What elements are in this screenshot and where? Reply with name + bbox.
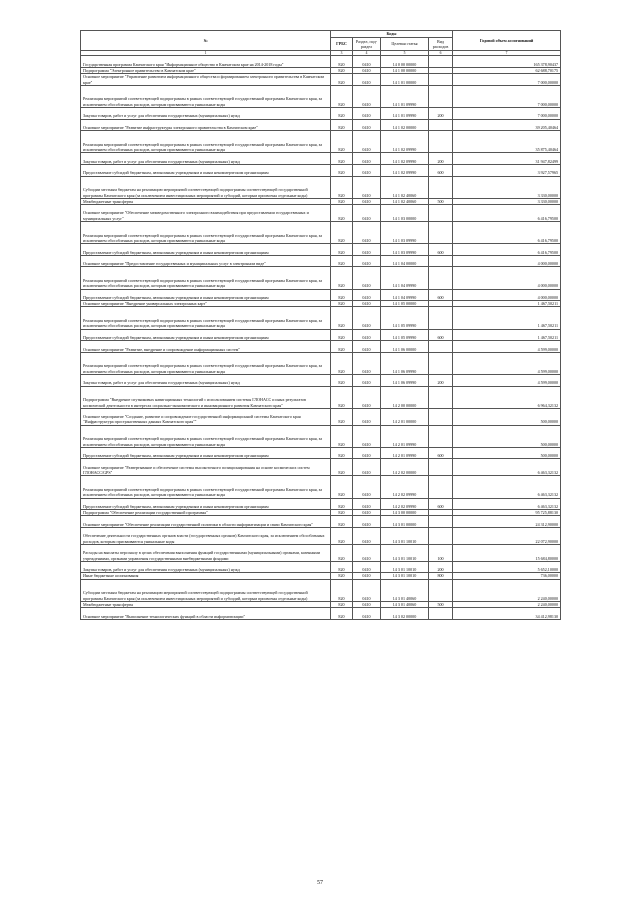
row-name: Иные бюджетные ассигнования [81,573,331,579]
row-name: Основное мероприятие "Развитие инфраструктуры электронного правительства в Камчатском крае" [81,119,331,131]
row-razdel: 0410 [353,119,381,131]
row-amount: 2 240,00000 [453,601,561,607]
row-amount: 165 378,90437 [453,56,561,68]
row-grbs: 820 [331,561,353,573]
row-expense-type: 500 [429,198,453,204]
row-target-article: 14 1 01 09990 [381,108,429,120]
row-razdel: 0410 [353,165,381,177]
row-grbs: 820 [331,198,353,204]
budget-table-sheet [80,30,560,620]
row-grbs: 820 [331,222,353,244]
row-amount: 6 416,79500 [453,205,561,222]
row-target-article: 14 3 01 10010 [381,561,429,573]
row-razdel: 0410 [353,425,381,447]
row-name: Предоставление субсидий бюджетным, автономным учреждениям и иным некоммерческим организациям [81,329,331,341]
row-target-article: 14 1 02 09990 [381,165,429,177]
table-row [81,74,561,86]
row-amount: 6 416,79500 [453,244,561,256]
row-razdel: 0410 [353,476,381,498]
row-expense-type [429,222,453,244]
row-expense-type [429,352,453,374]
row-grbs: 820 [331,386,353,408]
colnum-3: 3 [331,51,353,56]
row-amount: 62 688,70175 [453,68,561,74]
table-row [81,85,561,107]
header-codes: Коды [331,31,453,38]
colnum-6: 6 [429,51,453,56]
row-razdel: 0410 [353,601,381,607]
row-name: Предоставление субсидий бюджетным, автономным учреждениям и иным некоммерческим организациям [81,244,331,256]
table-row [81,244,561,256]
table-row [81,459,561,476]
row-target-article: 14 1 01 09990 [381,85,429,107]
row-expense-type [429,579,453,601]
row-target-article: 14 1 05 09990 [381,307,429,329]
row-razdel: 0410 [353,516,381,528]
table-row [81,222,561,244]
row-target-article: 14 2 01 09990 [381,447,429,459]
row-expense-type [429,386,453,408]
row-target-article: 14 3 01 10010 [381,573,429,579]
row-name: Подпрограмма "Обеспечение реализации государственной программы" [81,510,331,516]
colnum-4: 4 [353,51,381,56]
row-expense-type: 200 [429,375,453,387]
budget-table-body [81,56,561,619]
row-name: Реализация мероприятий соответствующей подпрограммы в рамках соответствующей государственной программы Камчатского края, за исключением обособленных расходов, которым присваиваются уникальные коды [81,476,331,498]
row-name: Предоставление субсидий бюджетным, автономным учреждениям и иным некоммерческим организациям [81,447,331,459]
row-grbs: 820 [331,119,353,131]
row-expense-type [429,131,453,153]
row-grbs: 820 [331,341,353,353]
row-name: Основное мероприятие "Развертывание и обеспечение системы высокоточного позиционирования на основе космических систем ГЛОНАСС/GPS" [81,459,331,476]
row-amount: 1 467,50211 [453,307,561,329]
row-amount: 24 312,90000 [453,516,561,528]
table-row [81,255,561,267]
row-grbs: 820 [331,608,353,620]
row-target-article: 14 2 01 00000 [381,408,429,425]
row-grbs: 820 [331,516,353,528]
row-name: Расходы на выплаты персоналу в целях обеспечения выполнения функций государственными (муниципальными) органами, казенными учреждениями, органами управления государственными внебюджетными фондами [81,544,331,561]
table-row [81,375,561,387]
row-grbs: 820 [331,459,353,476]
row-target-article: 14 1 06 09990 [381,375,429,387]
row-expense-type [429,528,453,545]
row-grbs: 820 [331,289,353,301]
row-razdel: 0410 [353,267,381,289]
row-expense-type [429,459,453,476]
row-amount: 4 599,00000 [453,341,561,353]
row-expense-type [429,341,453,353]
row-razdel: 0410 [353,579,381,601]
row-target-article: 14 1 04 09990 [381,267,429,289]
row-target-article: 14 0 00 00000 [381,56,429,68]
row-amount: 4 000,00000 [453,289,561,301]
row-name: Реализация мероприятий соответствующей подпрограммы в рамках соответствующей государственной программы Камчатского края, за исключением обособленных расходов, которым присваиваются уникальные коды [81,85,331,107]
row-grbs: 820 [331,425,353,447]
row-expense-type: 600 [429,289,453,301]
row-razdel: 0410 [353,375,381,387]
row-target-article: 14 2 02 09990 [381,498,429,510]
row-razdel: 0410 [353,341,381,353]
row-amount: 736,00000 [453,573,561,579]
row-grbs: 820 [331,352,353,374]
row-name: Государственная программа Камчатского края "Информационное общество в Камчатском крае на 2014-2018 годы" [81,56,331,68]
row-razdel: 0410 [353,498,381,510]
row-grbs: 820 [331,205,353,222]
row-amount: 95 725,88130 [453,510,561,516]
row-amount: 39 205,40464 [453,119,561,131]
row-razdel: 0410 [353,459,381,476]
row-target-article: 14 1 04 00000 [381,255,429,267]
row-grbs: 820 [331,153,353,165]
row-grbs: 820 [331,601,353,607]
row-amount: 4 000,00000 [453,255,561,267]
row-grbs: 820 [331,85,353,107]
row-target-article: 14 3 00 00000 [381,510,429,516]
header-grbs: ГРБС [331,38,353,51]
row-razdel: 0410 [353,608,381,620]
row-amount: 7 000,00000 [453,74,561,86]
row-amount: 31 947,82499 [453,153,561,165]
row-grbs: 820 [331,579,353,601]
table-row [81,608,561,620]
row-razdel: 0410 [353,68,381,74]
row-amount: 4 599,00000 [453,352,561,374]
colnum-5: 5 [381,51,429,56]
row-grbs: 820 [331,447,353,459]
table-row [81,176,561,198]
page-number: 57 [317,880,323,886]
row-expense-type [429,476,453,498]
row-name: Реализация мероприятий соответствующей подпрограммы в рамках соответствующей государственной программы Камчатского края, за исключением обособленных расходов, которым присваиваются уникальные коды [81,307,331,329]
row-target-article: 14 3 01 00000 [381,516,429,528]
row-target-article: 14 1 01 00000 [381,74,429,86]
table-row [81,352,561,374]
row-razdel: 0410 [353,307,381,329]
row-amount: 34 412,98130 [453,608,561,620]
row-amount: 4 000,00000 [453,267,561,289]
row-expense-type: 600 [429,498,453,510]
row-amount: 3 927,57965 [453,165,561,177]
row-amount: 6 463,32132 [453,498,561,510]
row-target-article: 14 3 01 40060 [381,601,429,607]
row-expense-type [429,267,453,289]
row-name: Основное мероприятие "Обеспечение реализации государственной политики в области информатизации и связи Камчатского края" [81,516,331,528]
row-expense-type: 600 [429,165,453,177]
table-row [81,307,561,329]
row-target-article: 14 1 02 09990 [381,153,429,165]
table-row [81,408,561,425]
row-expense-type [429,56,453,68]
table-row [81,561,561,573]
row-grbs: 820 [331,329,353,341]
row-grbs: 820 [331,244,353,256]
row-razdel: 0410 [353,528,381,545]
row-grbs: 820 [331,131,353,153]
table-row [81,425,561,447]
table-row [81,476,561,498]
row-grbs: 820 [331,544,353,561]
row-target-article: 14 2 02 09990 [381,476,429,498]
row-name: Закупка товаров, работ и услуг для обеспечения государственных (муниципальных) нужд [81,108,331,120]
row-target-article: 14 1 00 00000 [381,68,429,74]
table-row [81,165,561,177]
header-annual-total: Годовой объем ассигнований [453,31,561,51]
row-razdel: 0410 [353,198,381,204]
row-target-article: 14 1 03 00000 [381,205,429,222]
row-razdel: 0410 [353,329,381,341]
row-expense-type: 800 [429,573,453,579]
table-row [81,579,561,601]
row-target-article: 14 1 06 00000 [381,341,429,353]
row-expense-type [429,119,453,131]
row-amount: 3 330,00000 [453,176,561,198]
table-row [81,447,561,459]
row-target-article: 14 1 04 09990 [381,289,429,301]
row-expense-type [429,425,453,447]
row-expense-type: 200 [429,561,453,573]
row-amount: 6 416,79500 [453,222,561,244]
row-razdel: 0410 [353,573,381,579]
row-amount: 1 467,50211 [453,329,561,341]
row-razdel: 0410 [353,74,381,86]
row-target-article: 14 3 01 40060 [381,579,429,601]
row-expense-type [429,176,453,198]
row-name: Предоставление субсидий бюджетным, автономным учреждениям и иным некоммерческим организациям [81,165,331,177]
table-row [81,119,561,131]
row-target-article: 14 1 03 09990 [381,244,429,256]
row-expense-type [429,516,453,528]
row-razdel: 0410 [353,244,381,256]
row-amount: 6 964,32132 [453,386,561,408]
row-target-article: 14 1 02 40060 [381,198,429,204]
row-expense-type: 100 [429,544,453,561]
colnum-1: 1 [81,51,331,56]
row-target-article: 14 1 03 09990 [381,222,429,244]
row-target-article: 14 1 05 00000 [381,301,429,307]
row-grbs: 820 [331,176,353,198]
row-grbs: 820 [331,307,353,329]
row-amount: 7 000,00000 [453,85,561,107]
row-expense-type [429,205,453,222]
row-name: Реализация мероприятий соответствующей подпрограммы в рамках соответствующей государственной программы Камчатского края, за исключением обособленных расходов, которым присваиваются уникальные коды [81,131,331,153]
row-name: Обеспечение деятельности государственных органов власти (государственных органов) Камчатского края, за исключением обособленных расходов, которым присваиваются уникальные коды [81,528,331,545]
row-grbs: 820 [331,255,353,267]
header-target-article: Целевая статья [381,38,429,51]
table-row [81,108,561,120]
row-name: Субсидии местным бюджетам на реализацию мероприятий соответствующей подпрограммы соответствующей государственной программы Камчатского края (за исключением инвестиционных мероприятий и субсидий, которым присвоены отдельные коды) [81,176,331,198]
row-razdel: 0410 [353,255,381,267]
table-row [81,516,561,528]
row-razdel: 0410 [353,56,381,68]
row-grbs: 820 [331,301,353,307]
row-grbs: 820 [331,408,353,425]
row-razdel: 0410 [353,131,381,153]
row-razdel: 0410 [353,544,381,561]
row-razdel: 0410 [353,205,381,222]
row-name: Реализация мероприятий соответствующей подпрограммы в рамках соответствующей государственной программы Камчатского края, за исключением обособленных расходов, которым присваиваются уникальные коды [81,222,331,244]
row-grbs: 820 [331,108,353,120]
header-razdel: Раздел, под-раздел [353,38,381,51]
row-razdel: 0410 [353,85,381,107]
table-row [81,329,561,341]
row-name: Реализация мероприятий соответствующей подпрограммы в рамках соответствующей государственной программы Камчатского края, за исключением обособленных расходов, которым присваиваются уникальные коды [81,267,331,289]
row-grbs: 820 [331,498,353,510]
table-row [81,153,561,165]
row-target-article: 14 2 00 00000 [381,386,429,408]
row-expense-type [429,408,453,425]
row-grbs: 820 [331,267,353,289]
row-target-article: 14 3 02 00000 [381,608,429,620]
row-name: Субсидии местным бюджетам на реализацию мероприятий соответствующей подпрограммы соответствующей государственной программы Камчатского края (за исключением инвестиционных мероприятий и субсидий, которым присвоены отдельные коды) [81,579,331,601]
row-target-article: 14 2 01 09990 [381,425,429,447]
row-target-article: 14 1 05 09990 [381,329,429,341]
row-amount: 22 072,90000 [453,528,561,545]
row-grbs: 820 [331,68,353,74]
row-grbs: 820 [331,476,353,498]
row-name: Реализация мероприятий соответствующей подпрограммы в рамках соответствующей государственной программы Камчатского края, за исключением обособленных расходов, которым присваиваются уникальные коды [81,425,331,447]
header-expense-type: Вид расходов [429,38,453,51]
row-amount: 1 467,50211 [453,301,561,307]
row-razdel: 0410 [353,447,381,459]
row-razdel: 0410 [353,153,381,165]
row-target-article: 14 1 02 09990 [381,131,429,153]
row-expense-type [429,74,453,86]
table-row [81,498,561,510]
colnum-7: 7 [453,51,561,56]
row-target-article: 14 3 01 10010 [381,544,429,561]
row-amount: 500,00000 [453,408,561,425]
row-razdel: 0410 [353,289,381,301]
row-name: Закупка товаров, работ и услуг для обеспечения государственных (муниципальных) нужд [81,375,331,387]
row-amount: 500,00000 [453,425,561,447]
row-amount: 7 000,00000 [453,108,561,120]
row-name: Подпрограмма "Внедрение спутниковых навигационных технологий с использованием системы ГЛОНАСС и иных результатов космической деятельности в интересах социально-экономического и инновационного развития Камчатского края" [81,386,331,408]
row-razdel: 0410 [353,352,381,374]
row-name: Основное мероприятие "Создание, развитие и сопровождение государственной информационной системы Камчатского края "Инфраструктура пространственных данных Камчатского края"" [81,408,331,425]
row-amount: 500,00000 [453,447,561,459]
row-name: Предоставление субсидий бюджетным, автономным учреждениям и иным некоммерческим организациям [81,498,331,510]
row-name: Предоставление субсидий бюджетным, автономным учреждениям и иным некоммерческим организациям [81,289,331,301]
row-expense-type: 600 [429,447,453,459]
row-target-article: 14 2 02 00000 [381,459,429,476]
row-name: Основное мероприятие "Выполнение технологических функций в области информатизации" [81,608,331,620]
row-amount: 6 463,32132 [453,459,561,476]
row-name: Закупка товаров, работ и услуг для обеспечения государственных (муниципальных) нужд [81,153,331,165]
row-expense-type [429,608,453,620]
row-name: Основное мероприятие "Внедрение универсальных электронных карт" [81,301,331,307]
row-expense-type [429,307,453,329]
row-expense-type: 200 [429,153,453,165]
table-row [81,544,561,561]
row-name: Основное мероприятие "Управление развитием информационного общества и формированием электронного правительства в Камчатском крае" [81,74,331,86]
row-amount: 5 652,10000 [453,561,561,573]
table-row [81,56,561,68]
row-name: Закупка товаров, работ и услуг для обеспечения государственных (муниципальных) нужд [81,561,331,573]
row-grbs: 820 [331,573,353,579]
row-grbs: 820 [331,165,353,177]
row-name: Реализация мероприятий соответствующей подпрограммы в рамках соответствующей государственной программы Камчатского края, за исключением обособленных расходов, которым присваиваются уникальные коды [81,352,331,374]
table-row [81,131,561,153]
row-amount: 6 463,32132 [453,476,561,498]
row-razdel: 0410 [353,561,381,573]
row-amount: 35 875,40464 [453,131,561,153]
table-row [81,386,561,408]
row-name: Межбюджетные трансферты [81,601,331,607]
row-name: Межбюджетные трансферты [81,198,331,204]
table-row [81,289,561,301]
row-target-article: 14 1 02 00000 [381,119,429,131]
row-expense-type: 600 [429,244,453,256]
table-row [81,528,561,545]
row-target-article: 14 1 06 09990 [381,352,429,374]
row-razdel: 0410 [353,222,381,244]
row-grbs: 820 [331,74,353,86]
table-row [81,341,561,353]
row-expense-type: 600 [429,329,453,341]
row-amount: 4 599,00000 [453,375,561,387]
row-expense-type: 500 [429,601,453,607]
row-razdel: 0410 [353,386,381,408]
row-razdel: 0410 [353,408,381,425]
row-expense-type [429,255,453,267]
row-target-article: 14 3 01 10010 [381,528,429,545]
row-grbs: 820 [331,510,353,516]
row-razdel: 0410 [353,176,381,198]
row-amount: 3 330,00000 [453,198,561,204]
row-name: Основное мероприятие "Обеспечение межведомственного электронного взаимодействия при предоставлении государственных и муниципальных услуг" [81,205,331,222]
row-target-article: 14 1 02 40060 [381,176,429,198]
header-number: № [81,31,331,51]
row-grbs: 820 [331,375,353,387]
budget-table [80,30,561,620]
row-amount: 2 240,00000 [453,579,561,601]
row-amount: 15 684,80000 [453,544,561,561]
table-row [81,267,561,289]
row-name: Подпрограмма "Электронное правительство в Камчатском крае" [81,68,331,74]
row-grbs: 820 [331,56,353,68]
row-name: Основное мероприятие "Развитие, внедрение и сопровождение информационных систем" [81,341,331,353]
row-expense-type: 200 [429,108,453,120]
row-name: Основное мероприятие "Предоставление государственных и муниципальных услуг в электронном виде" [81,255,331,267]
row-razdel: 0410 [353,510,381,516]
row-grbs: 820 [331,528,353,545]
row-razdel: 0410 [353,301,381,307]
row-expense-type [429,85,453,107]
table-row [81,205,561,222]
row-razdel: 0410 [353,108,381,120]
